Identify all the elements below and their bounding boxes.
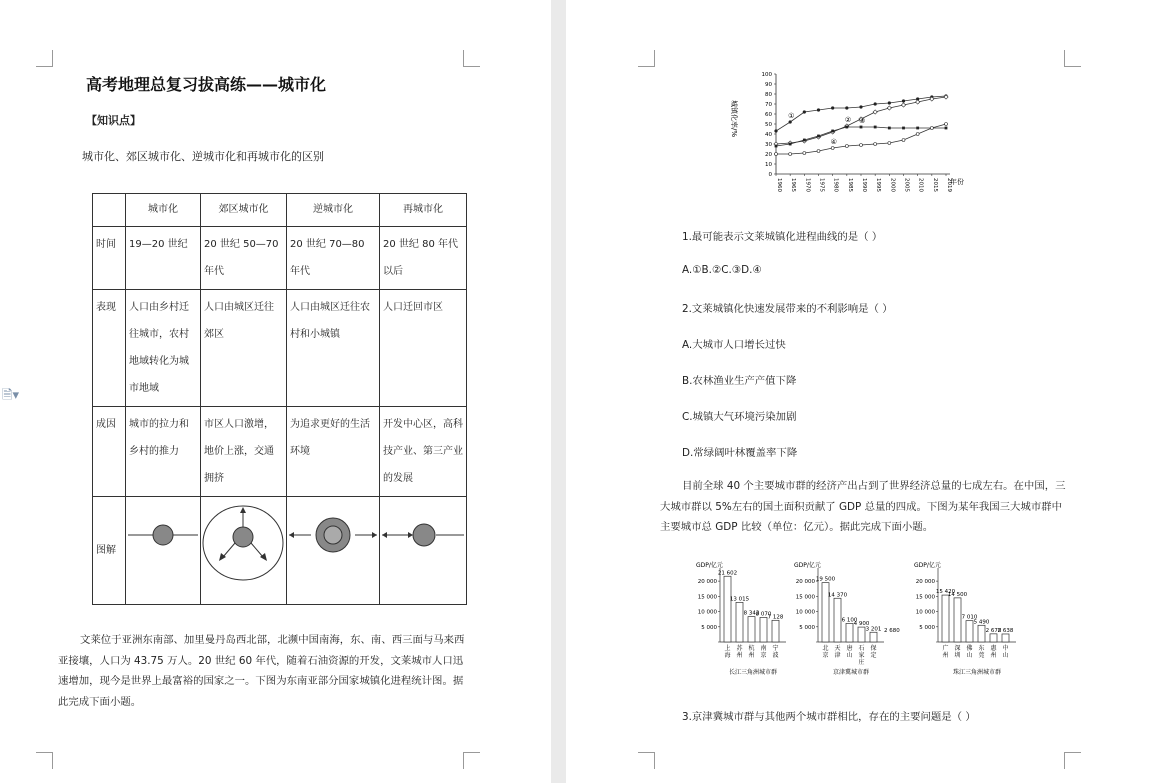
bar-category-label: 上 [724, 645, 731, 652]
x-tick-label: 1975 [818, 178, 825, 192]
bar-category-label: 天 [834, 645, 841, 652]
crop-mark [36, 50, 53, 67]
x-tick-label: 1990 [861, 178, 867, 192]
x-tick-label: 1970 [804, 178, 811, 192]
data-point [901, 103, 905, 107]
x-tick-label: 2010 [917, 178, 924, 192]
data-point [817, 135, 820, 138]
data-point [845, 106, 848, 109]
bar-category-label: 惠 [990, 645, 997, 652]
bar-category-label: 海 [724, 652, 731, 659]
y-tick-label: 60 [765, 112, 772, 118]
data-point [789, 120, 792, 123]
bar-category-label: 圳 [954, 652, 961, 659]
question-3: 3.京津冀城市群与其他两个城市群相比，存在的主要问题是（ ） [682, 711, 976, 723]
page-title: 高考地理总复习拔高练——城市化 [86, 75, 327, 94]
bar [990, 634, 997, 642]
bar-value-label: 13 015 [729, 596, 750, 603]
bar-y-tick-label: 10 000 [795, 609, 815, 616]
crop-mark [463, 752, 480, 769]
y-tick-label: 40 [765, 132, 772, 138]
data-point [916, 127, 919, 130]
question-1: 1.最可能表示文莱城镇化进程曲线的是（ ） [682, 231, 883, 243]
bar-category-label: 州 [990, 652, 997, 659]
table-cell: 20 世纪 50—70 年代 [201, 227, 287, 290]
row-label: 表现 [93, 290, 126, 407]
y-tick-label: 50 [765, 122, 772, 128]
bar [966, 621, 973, 642]
bar-category-label: 山 [1002, 652, 1009, 659]
data-point [803, 110, 806, 113]
data-point [860, 126, 863, 129]
bar [978, 625, 985, 642]
header-cell [93, 194, 126, 227]
header-cell: 再城市化 [380, 194, 467, 227]
bar-value-label: 6 100 [841, 617, 858, 624]
row-label: 图解 [93, 497, 126, 605]
y-tick-label: 30 [765, 142, 772, 148]
bar-category-label: 州 [942, 652, 949, 659]
data-point [874, 143, 877, 146]
diagram-urbanization [126, 497, 201, 605]
x-tick-label: 2019 [946, 178, 952, 192]
header-cell: 城市化 [126, 194, 201, 227]
table-header-row [93, 194, 467, 227]
x-tick-label: 1980 [832, 178, 839, 192]
data-point [930, 127, 933, 130]
gdp-passage: 目前全球 40 个主要城市群的经济产出占到了世界经济总量的七成左右。在中国，三大城市群以 5%左右的国土面积贡献了 GDP 总量的四成。下图为某年我国三大城市群中主要城市总 GDP 比较（单位：亿元）。据此完成下面小题。 [660, 480, 1066, 533]
series-label: ① [788, 112, 795, 120]
y-tick-label: 90 [765, 82, 772, 88]
bar-y-tick-label: 10 000 [697, 609, 717, 616]
bar-y-tick-label: 5 000 [799, 624, 815, 631]
bar [1002, 634, 1009, 642]
bar [834, 598, 841, 642]
series-label: ③ [859, 117, 866, 125]
bar-value-label: 4 900 [853, 621, 870, 628]
table-cell: 人口迁回市区 [380, 290, 467, 407]
table-row [93, 227, 467, 290]
bar-category-label: 南 [760, 645, 767, 652]
row-label: 时间 [93, 227, 126, 290]
page-left [0, 0, 551, 783]
diagram-counter-urbanization [287, 497, 380, 605]
x-tick-label: 1985 [846, 178, 853, 192]
bar-value-label: 8 343 [743, 610, 760, 617]
data-point [817, 150, 820, 153]
y-tick-label: 80 [765, 92, 772, 98]
bar-category-label: 保 [870, 645, 877, 652]
y-tick-label: 100 [761, 72, 772, 78]
x-tick-label: 1965 [790, 178, 797, 192]
bar-value-label: 14 500 [947, 591, 968, 598]
section-heading: 【知识点】 [86, 114, 141, 127]
data-point [831, 106, 834, 109]
bar-value-label: 2 678 [985, 627, 1002, 634]
gdp-bar-chart-jingjinji [792, 558, 908, 680]
data-point [902, 127, 905, 130]
bar-chart-title: 珠江三角洲城市群 [952, 669, 1002, 676]
bar-value-label: 21 602 [717, 570, 738, 577]
bar-value-label: 15 420 [935, 589, 956, 596]
bar-category-label: 深 [954, 645, 961, 652]
gdp-bar-chart-pearl-river [912, 558, 1040, 680]
table-cell: 人口由城区迁往农村和小城镇 [287, 290, 380, 407]
question-2-option-c: C.城镇大气环境污染加剧 [682, 411, 797, 423]
row-label: 成因 [93, 407, 126, 497]
bar-chart-title: 长江三角洲城市群 [728, 669, 778, 676]
x-tick-label: 2015 [931, 178, 938, 192]
data-point [945, 127, 948, 130]
table-cell: 开发中心区，高科技产业、第三产业的发展 [380, 407, 467, 497]
question-2-option-b: B.农林渔业生产产值下降 [682, 375, 797, 387]
data-point [873, 110, 877, 114]
data-point [887, 106, 891, 110]
question-1-options: A.①B.②C.③D.④ [682, 264, 762, 276]
bar-category-label: 京 [822, 652, 829, 659]
y-tick-label: 20 [765, 152, 772, 158]
data-point [789, 143, 792, 146]
urbanization-line-chart [730, 66, 996, 196]
bar-y-tick-label: 20 000 [697, 579, 717, 586]
data-point [775, 153, 778, 156]
x-axis-label: 年份 [950, 178, 964, 186]
bar-y-tick-label: 20 000 [915, 579, 935, 586]
table-cell: 20 世纪 70—80 年代 [287, 227, 380, 290]
table-cell: 市区人口激增，地价上涨，交通拥挤 [201, 407, 287, 497]
bar-value-label: 7 010 [961, 614, 978, 621]
table-cell: 20 世纪 80 年代以后 [380, 227, 467, 290]
brunei-passage: 文莱位于亚洲东南部、加里曼丹岛西北部，北濒中国南海，东、南、西三面与马来西亚接壤，人口为 43.75 万人。20 世纪 60 年代，随着石油资源的开发，文莱城市人口迅速增加，现今是世界上最富裕的国家之一。下图为东南亚部分国家城镇化进程统计图。据此完成下面小题。 [58, 634, 465, 708]
y-tick-label: 70 [765, 102, 772, 108]
data-point [888, 142, 891, 145]
bar-category-label: 家 [858, 652, 865, 659]
series-line [776, 127, 946, 146]
data-point [874, 126, 877, 129]
bar-y-tick-label: 5 000 [919, 624, 935, 631]
series-label: ② [844, 116, 852, 124]
bar-category-label: 庄 [858, 659, 865, 666]
data-point [775, 145, 778, 148]
data-point [860, 144, 863, 147]
x-tick-label: 1960 [776, 178, 782, 192]
bar [846, 623, 853, 642]
crop-mark [36, 752, 53, 769]
x-tick-label: 2005 [903, 178, 910, 192]
series-line [776, 124, 946, 154]
bar-category-label: 广 [942, 645, 949, 652]
bar-category-label: 北 [822, 645, 829, 652]
bar-y-tick-label: 15 000 [795, 594, 815, 601]
crop-mark [638, 752, 655, 769]
bar-value-label: 8 070 [755, 611, 772, 618]
page-right [566, 0, 1156, 783]
question-2-option-a: A.大城市人口增长过快 [682, 339, 786, 351]
diagram-suburbanization [201, 497, 287, 605]
x-tick-label: 1995 [875, 178, 882, 192]
bar [858, 627, 865, 642]
data-point [817, 108, 820, 111]
crop-mark [1064, 50, 1081, 67]
bar [942, 595, 949, 642]
bar-category-label: 京 [760, 652, 767, 659]
table-row [93, 290, 467, 407]
bar-category-label: 唐 [846, 645, 853, 652]
bar [760, 617, 767, 642]
bar-category-label: 中 [1002, 645, 1009, 652]
data-point [902, 139, 905, 142]
y-tick-label: 0 [768, 172, 772, 178]
bar [724, 576, 731, 642]
bar-category-label: 州 [736, 652, 743, 659]
data-point [789, 153, 792, 156]
bar-category-label: 莞 [978, 652, 985, 659]
table-row [93, 497, 467, 605]
header-cell: 郊区城市化 [201, 194, 287, 227]
bar-value-label: 3 201 [865, 626, 882, 633]
x-tick-label: 2000 [889, 178, 896, 192]
data-point [803, 139, 806, 142]
bar-category-label: 波 [772, 652, 779, 659]
table-cell: 19—20 世纪 [126, 227, 201, 290]
bar [870, 632, 877, 642]
bar-category-label: 苏 [736, 645, 743, 652]
data-point [831, 147, 834, 150]
bar-value-label: 2 680 [884, 627, 900, 634]
bar-value-label: 19 500 [815, 576, 836, 583]
data-point [916, 133, 919, 136]
data-point [888, 101, 891, 104]
bar-category-label: 石 [858, 645, 865, 652]
data-point [845, 145, 848, 148]
data-point [774, 129, 777, 132]
data-point [945, 123, 948, 126]
bar [954, 598, 961, 642]
bar-category-label: 州 [748, 652, 755, 659]
question-2: 2.文莱城镇化快速发展带来的不利影响是（ ） [682, 303, 893, 315]
bar-y-tick-label: 10 000 [915, 609, 935, 616]
crop-mark [638, 50, 655, 67]
table-cell: 人口由乡村迁往城市，农村地域转化为城市地域 [126, 290, 201, 407]
data-point [916, 100, 920, 104]
diagram-reurbanization [380, 497, 467, 605]
question-2-option-d: D.常绿阔叶林覆盖率下降 [682, 447, 798, 459]
bar-category-label: 津 [834, 652, 841, 659]
bar-category-label: 山 [846, 652, 853, 659]
bar [748, 617, 755, 642]
bar-y-label: GDP/亿元 [696, 562, 723, 569]
data-point [831, 130, 834, 133]
bar-category-label: 山 [966, 652, 973, 659]
bar-chart-title: 京津冀城市群 [832, 669, 870, 676]
table-cell: 城市的拉力和乡村的推力 [126, 407, 201, 497]
bar [772, 620, 779, 642]
bar-y-tick-label: 15 000 [915, 594, 935, 601]
header-cell: 逆城市化 [287, 194, 380, 227]
comparison-table [92, 193, 467, 605]
bar-value-label: 5 490 [973, 619, 990, 626]
data-point [874, 102, 877, 105]
bar-value-label: 7 128 [767, 614, 784, 621]
data-point [803, 152, 806, 155]
table-caption: 城市化、郊区城市化、逆城市化和再城市化的区别 [82, 150, 324, 163]
data-point [888, 127, 891, 130]
crop-mark [1064, 752, 1081, 769]
bar-category-label: 杭 [748, 645, 755, 652]
bar-y-tick-label: 15 000 [697, 594, 717, 601]
y-tick-label: 10 [765, 162, 772, 168]
series-label: ④ [830, 138, 837, 146]
bar-y-label: GDP/亿元 [914, 562, 941, 569]
data-point [859, 105, 862, 108]
bar-category-label: 定 [870, 652, 877, 659]
document-icon[interactable]: 🗎▾ [2, 388, 19, 403]
bar-value-label: 2 638 [997, 627, 1014, 634]
crop-mark [463, 50, 480, 67]
bar-category-label: 佛 [966, 645, 973, 652]
bar [736, 602, 743, 642]
bar-value-label: 14 370 [827, 592, 848, 599]
bar-y-tick-label: 20 000 [795, 579, 815, 586]
bar-y-label: GDP/亿元 [794, 562, 821, 569]
table-cell: 为追求更好的生活环境 [287, 407, 380, 497]
table-row [93, 407, 467, 497]
table-cell: 人口由城区迁往郊区 [201, 290, 287, 407]
data-point [845, 126, 848, 129]
bar-category-label: 宁 [772, 645, 779, 652]
bar-category-label: 东 [978, 645, 985, 652]
bar-y-tick-label: 5 000 [701, 624, 717, 631]
y-axis-label: 城镇化率/% [730, 100, 738, 138]
data-point [902, 99, 905, 102]
